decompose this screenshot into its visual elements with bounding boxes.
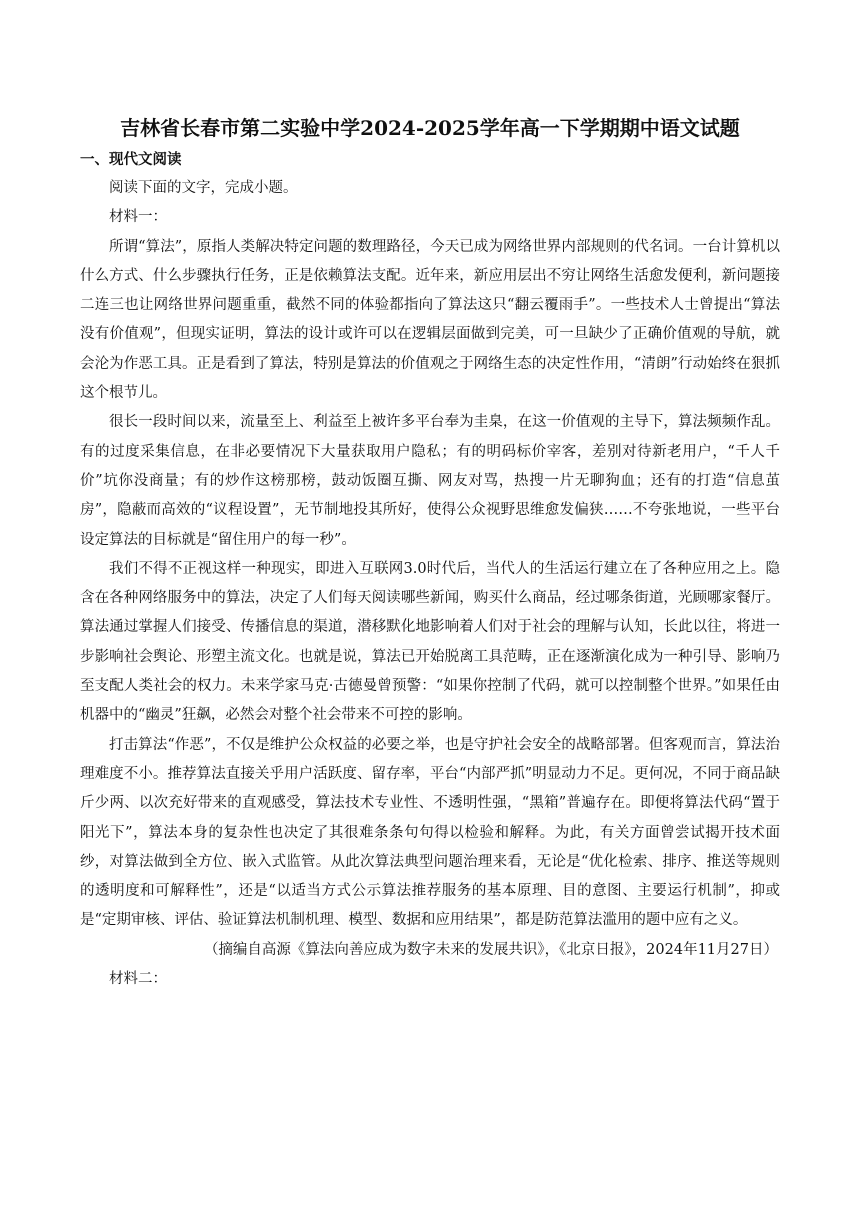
source-citation: （摘编自高源《算法向善应成为数字未来的发展共识》，《北京日报》，2024年11月27日） [203,941,778,958]
exam-title: 吉林省长春市第二实验中学2024-2025学年高一下学期期中语文试题 [120,116,740,140]
passage-paragraph: 打击算法“作恶”，不仅是维护公众权益的必要之举，也是守护社会安全的战略部署。但客观而言，算法治理难度不小。推荐算法直接关乎用户活跃度、留存率，平台“内部严抓”明显动力不足。更何况，不同于商品缺斤少两、以次充好带来的直观感受，算法技术专业性、不透明性强，“黑箱”普遍存在。即便将算法代码“置于阳光下”，算法本身的复杂性也决定了其很难条条句句得以检验和解释。为此，有关方面曾尝试揭开技术面纱，对算法做到全方位、嵌入式监管。从此次算法典型问题治理来看，无论是“优化检索、排序、推送等规则的透明度和可解释性”，还是“以适当方式公示算法推荐服务的基本原理、目的意图、主要运行机制”，抑或是“定期审核、评估、验证算法机制机理、模型、数据和应用结果”，都是防范算法滥用的题中应有之义。 [80,736,780,929]
material-label: 材料二： [109,971,167,988]
section-heading: 一、现代文阅读 [80,152,182,168]
instruction-line: 阅读下面的文字，完成小题。 [109,180,298,196]
passage-paragraph: 我们不得不正视这样一种现实，即进入互联网3.0时代后，当代人的生活运行建立在了各种应用之上。隐含在各种网络服务中的算法，决定了人们每天阅读哪些新闻，购买什么商品，经过哪条街道，光顾哪家餐厅。算法通过掌握人们接受、传播信息的渠道，潜移默化地影响着人们对于社会的理解与认知，长此以往，将进一步影响社会舆论、形塑主流文化。也就是说，算法已开始脱离工具范畴，正在逐渐演化成为一种引导、影响乃至支配人类社会的权力。未来学家马克·古德曼曾预警：“如果你控制了代码，就可以控制整个世界。”如果任由机器中的“幽灵”狂飙，必然会对整个社会带来不可控的影响。 [80,560,780,724]
material-label: 材料一： [109,209,167,226]
passage-paragraph: 很长一段时间以来，流量至上、利益至上被许多平台奉为圭臬，在这一价值观的主导下，算法频频作乱。有的过度采集信息，在非必要情况下大量获取用户隐私；有的明码标价宰客，差别对待新老用户，“千人千价”坑你没商量；有的炒作这榜那榜，鼓动饭圈互撕、网友对骂，热搜一片无聊狗血；还有的打造“信息茧房”，隐蔽而高效的“议程设置”，无节制地投其所好，使得公众视野思维愈发偏狭……不夸张地说，一些平台设定算法的目标就是“留住用户的每一秒”。 [80,414,780,548]
passage-paragraph: 所谓“算法”，原指人类解决特定问题的数理路径，今天已成为网络世界内部规则的代名词。一台计算机以什么方式、什么步骤执行任务，正是依赖算法支配。近年来，新应用层出不穷让网络生活愈发便利，新问题接二连三也让网络世界问题重重，截然不同的体验都指向了算法这只“翻云覆雨手”。一些技术人士曾提出“算法没有价值观”，但现实证明，算法的设计或许可以在逻辑层面做到完美，可一旦缺少了正确价值观的导航，就会沦为作恶工具。正是看到了算法，特别是算法的价值观之于网络生态的决定性作用，“清朗”行动始终在狠抓这个根节儿。 [80,238,780,402]
reading-passage [80,174,780,994]
